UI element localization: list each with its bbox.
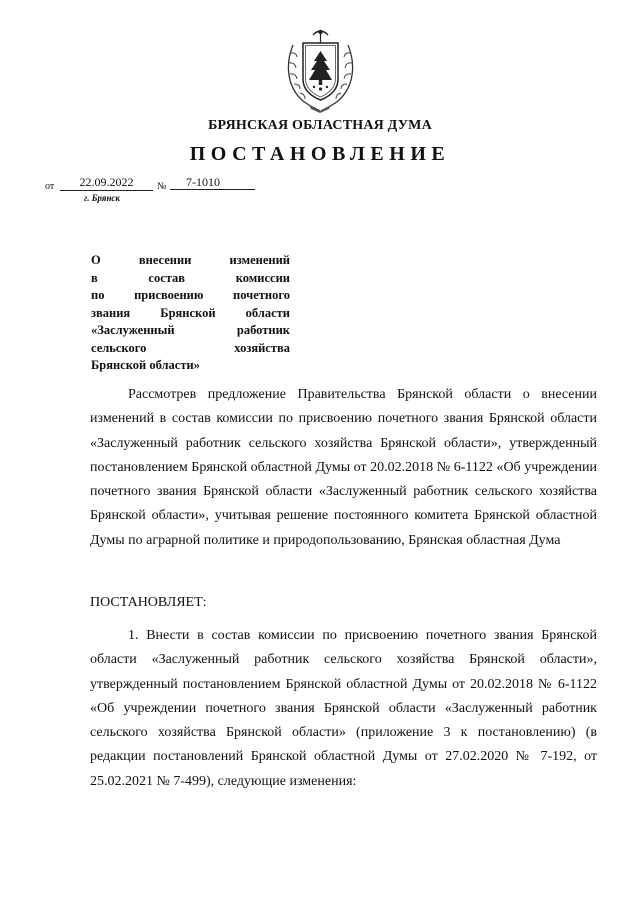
preamble-text: Рассмотрев предложение Правительства Брянской области о внесении изменений в состав комиссии по присвоению почетного звания Брянской области «Заслуженный работник сельского хозяйства Брянской области», утвержденный постановлением Брянской областной Думы от 20.02.2018 № 6-1122 «Об учреждении почетного звания Брянской области «Заслуженный работник сельского хозяйства Брянской области», учитывая решение постоянного комитета Брянской областной Думы по аграрной политике и природопользованию, Брянская областная Дума: [90, 387, 597, 548]
preamble-paragraph: [90, 383, 597, 553]
city-name: г. Брянск: [84, 193, 120, 203]
item-1-text: 1. Внести в состав комиссии по присвоению почетного звания Брянской области «Заслуженный работник сельского хозяйства Брянской области», утвержденный постановлением Брянской областной Думы от 20.02.2018 № 6-1122 «Об учреждении почетного звания Брянской области «Заслуженный работник сельского хозяйства Брянской области» (приложение 3 к постановлению) (в редакции постановлений Брянской областной Думы от 27.02.2020 № 7-192, от 25.02.2021 № 7-499), следующие изменения:: [90, 628, 597, 789]
item-1-paragraph: [90, 624, 597, 794]
coat-of-arms-emblem: [283, 25, 358, 113]
title-line: звания Брянской области: [91, 305, 290, 320]
title-line: в состав комиссии: [91, 270, 290, 285]
document-title: [91, 252, 290, 375]
document-number: 7-1010: [170, 175, 255, 190]
title-line: «Заслуженный работник: [91, 323, 290, 337]
number-prefix: №: [157, 181, 167, 192]
resolves-heading: ПОСТАНОВЛЯЕТ:: [90, 595, 207, 610]
title-line: О внесении изменений: [91, 253, 290, 267]
title-line: Брянской области»: [91, 358, 200, 372]
document-type-heading: ПОСТАНОВЛЕНИЕ: [189, 143, 451, 165]
date-prefix: от: [45, 181, 55, 192]
title-line: по присвоению почетного: [91, 288, 290, 302]
organization-name: БРЯНСКАЯ ОБЛАСТНАЯ ДУМА: [208, 118, 432, 133]
document-date: 22.09.2022: [60, 175, 153, 191]
title-line: сельского хозяйства: [91, 340, 290, 355]
